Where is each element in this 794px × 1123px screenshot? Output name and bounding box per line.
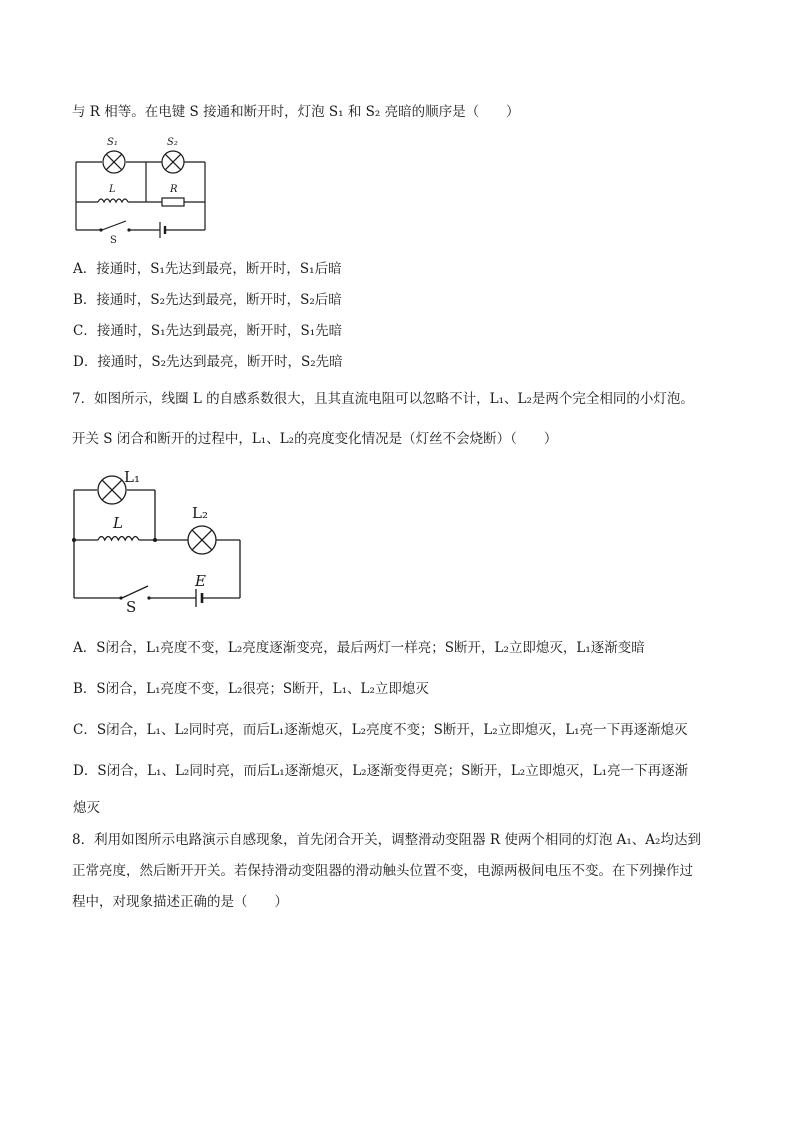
q7-stem-line2: 开关 S 闭合和断开的过程中，L₁、L₂的亮度变化情况是（灯丝不会烧断）（ ） [72, 431, 558, 447]
q8-stem-line2: 正常亮度，然后断开开关。若保持滑动变阻器的滑动触头位置不变，电源两极间电压不变。在下列操作过 [72, 863, 693, 879]
q7-inductor-label: L [113, 514, 123, 532]
q6-switch-contact [127, 228, 130, 231]
q6-circuit-figure [70, 130, 220, 249]
q6-resistor-symbol [162, 198, 184, 206]
q7-inductor-symbol [98, 537, 139, 541]
q8-stem-line3: 程中，对现象描述正确的是（ ） [72, 894, 288, 910]
q6-option-a: A．接通时，S₁先达到最亮，断开时，S₁后暗 [73, 261, 342, 277]
q7-switch-label: S [126, 598, 137, 612]
q6-lamp2-label: S₂ [167, 137, 178, 148]
q7-battery-label: E [195, 572, 206, 590]
q7-option-c: C．S闭合，L₁、L₂同时亮，而后L₁逐渐熄灭，L₂亮度不变；S断开，L₂立即熄灭，L₁亮一下再逐渐熄灭 [73, 722, 688, 738]
q6-circuit-diagram [70, 130, 220, 245]
q6-stem: 与 R 相等。在电键 S 接通和断开时，灯泡 S₁ 和 S₂ 亮暗的顺序是（ ） [72, 104, 520, 120]
q7-switch-contact [119, 596, 122, 599]
q7-lamp2-label: L₂ [192, 504, 208, 522]
q7-junction-dot [153, 538, 157, 542]
q6-switch-label: S [110, 235, 117, 245]
q7-option-a: A．S闭合，L₁亮度不变，L₂亮度逐渐变亮，最后两灯一样亮；S断开，L₂立即熄灭，L₁逐渐变暗 [73, 640, 645, 656]
q6-lamp1-label: S₁ [107, 137, 118, 148]
q8-stem-line1: 8．利用如图所示电路演示自感现象，首先闭合开关，调整滑动变阻器 R 使两个相同的灯泡 A₁、A₂均达到 [72, 832, 701, 848]
q7-option-d-line1: D．S闭合，L₁、L₂同时亮，而后L₁逐渐熄灭，L₂逐渐变得更亮；S断开，L₂立即熄灭，L₁亮一下再逐渐 [73, 763, 689, 779]
q7-option-b: B．S闭合，L₁亮度不变，L₂很亮；S断开，L₁、L₂立即熄灭 [73, 681, 429, 697]
q7-option-d-line2: 熄灭 [73, 800, 100, 816]
q6-option-d: D．接通时，S₂先达到最亮，断开时，S₂先暗 [73, 354, 343, 370]
q6-option-b: B．接通时，S₂先达到最亮，断开时，S₂后暗 [73, 292, 342, 308]
q7-stem-line1: 7．如图所示，线圈 L 的自感系数很大，且其直流电阻可以忽略不计，L₁、L₂是两个完全相同的小灯泡。 [72, 391, 694, 407]
q6-inductor-symbol [98, 199, 128, 202]
q7-switch-symbol [122, 586, 148, 598]
q6-option-c: C．接通时，S₁先达到最亮，断开时，S₁先暗 [73, 323, 343, 339]
q7-circuit-diagram [68, 462, 248, 612]
q6-switch-contact [99, 228, 102, 231]
q7-lamp1-label: L₁ [124, 468, 140, 486]
q6-resistor-label: R [170, 184, 178, 195]
q7-switch-contact [147, 596, 150, 599]
q7-junction-dot [72, 538, 76, 542]
q6-switch-symbol [102, 221, 126, 230]
q7-circuit-figure [68, 462, 248, 616]
q6-inductor-label: L [109, 184, 116, 195]
